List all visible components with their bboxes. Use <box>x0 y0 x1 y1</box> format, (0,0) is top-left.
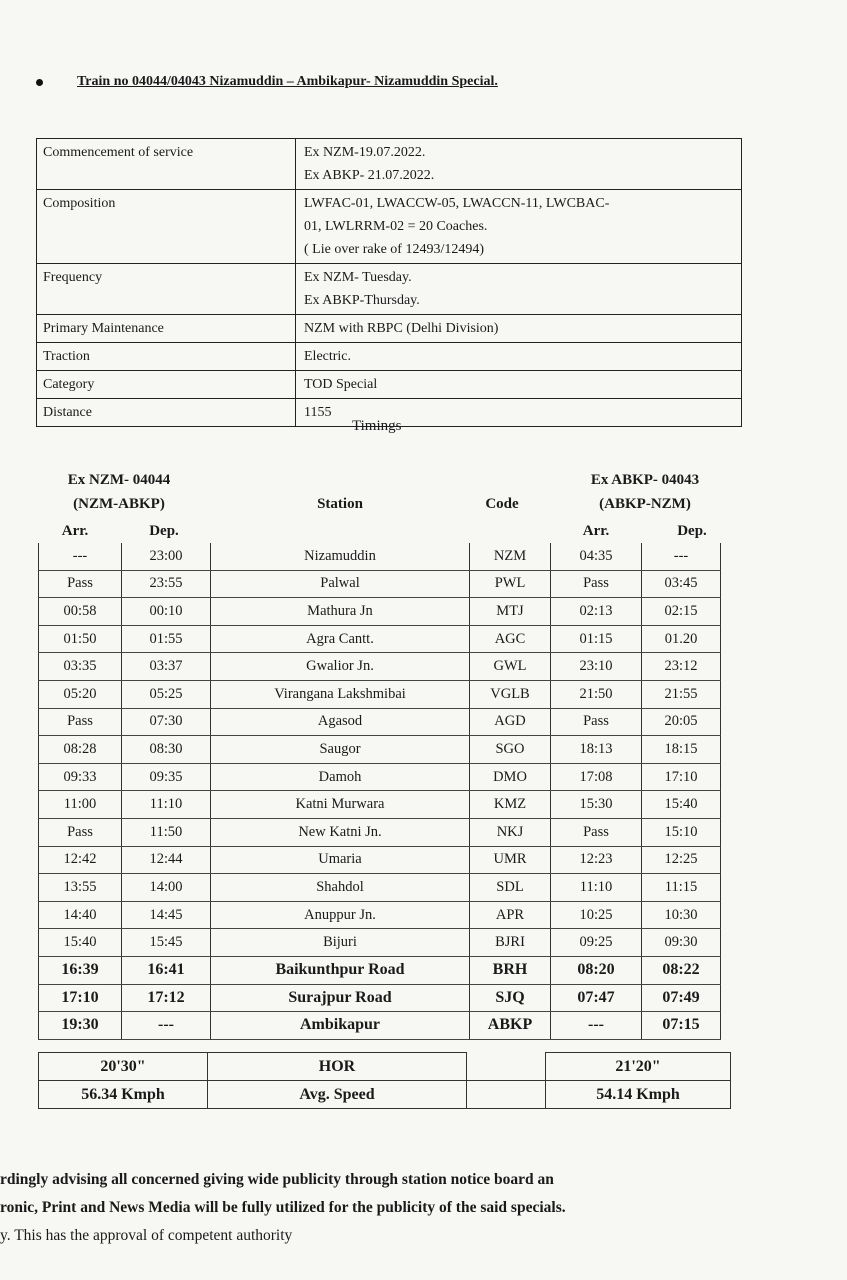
return-dep-time: 23:12 <box>642 653 721 681</box>
timetable-row <box>39 653 721 681</box>
return-dep-time: 20:05 <box>642 708 721 736</box>
info-row <box>37 190 742 264</box>
summary-spacer <box>467 1081 546 1109</box>
dep-time: 09:35 <box>122 763 211 791</box>
return-dep-time: 17:10 <box>642 763 721 791</box>
summary-spacer <box>467 1053 546 1081</box>
info-value-line: NZM with RBPC (Delhi Division) <box>304 321 499 336</box>
station-name: Gwalior Jn. <box>211 653 470 681</box>
bullet-icon <box>36 79 43 86</box>
station-code: NZM <box>470 543 551 570</box>
info-label: Commencement of service <box>37 139 296 190</box>
station-code: AGC <box>470 625 551 653</box>
timetable-row <box>39 901 721 929</box>
station-code: SDL <box>470 874 551 902</box>
timetable-row <box>39 598 721 626</box>
return-dep-time: 09:30 <box>642 929 721 957</box>
info-row <box>37 343 742 371</box>
left-train-number: Ex NZM- 04044 <box>67 472 171 488</box>
dep-time: 03:37 <box>122 653 211 681</box>
info-value <box>296 315 742 343</box>
right-dep-header: Dep. <box>677 523 707 539</box>
left-avg-speed: 56.34 Kmph <box>39 1081 208 1109</box>
station-name: Agasod <box>211 708 470 736</box>
return-dep-time: 03:45 <box>642 570 721 598</box>
notice-heading <box>36 74 498 90</box>
station-name: Saugor <box>211 736 470 764</box>
return-dep-time: 01.20 <box>642 625 721 653</box>
return-arr-time: 12:23 <box>551 846 642 874</box>
left-dep-header: Dep. <box>149 523 179 539</box>
info-value-line: Ex ABKP- 21.07.2022. <box>304 168 435 183</box>
return-arr-time: 08:20 <box>551 956 642 984</box>
dep-time: 08:30 <box>122 736 211 764</box>
info-value-line: ( Lie over rake of 12493/12494) <box>304 242 484 257</box>
info-label: Frequency <box>37 264 296 315</box>
station-name: Katni Murwara <box>211 791 470 819</box>
arr-time: 09:33 <box>39 763 122 791</box>
info-value-line: Ex NZM-19.07.2022. <box>304 145 426 160</box>
return-arr-time: Pass <box>551 708 642 736</box>
right-train-header <box>560 468 730 516</box>
station-code: BRH <box>470 956 551 984</box>
info-row <box>37 139 742 190</box>
return-dep-time: 18:15 <box>642 736 721 764</box>
station-name: Anuppur Jn. <box>211 901 470 929</box>
return-arr-time: 04:35 <box>551 543 642 570</box>
dep-time: 14:00 <box>122 874 211 902</box>
timetable-row <box>39 570 721 598</box>
dep-time: 07:30 <box>122 708 211 736</box>
info-value-line: Ex ABKP-Thursday. <box>304 293 420 308</box>
info-value-line: Ex NZM- Tuesday. <box>304 270 412 285</box>
timetable-row <box>39 984 721 1012</box>
station-name: Mathura Jn <box>211 598 470 626</box>
timetable-row <box>39 543 721 570</box>
arr-time: 08:28 <box>39 736 122 764</box>
dep-time: 01:55 <box>122 625 211 653</box>
station-code: UMR <box>470 846 551 874</box>
timetable-row <box>39 791 721 819</box>
return-arr-time: Pass <box>551 570 642 598</box>
right-avg-speed: 54.14 Kmph <box>546 1081 731 1109</box>
dep-time: 14:45 <box>122 901 211 929</box>
station-code: APR <box>470 901 551 929</box>
dep-time: 12:44 <box>122 846 211 874</box>
return-dep-time: 07:49 <box>642 984 721 1012</box>
info-label: Distance <box>37 399 296 427</box>
return-dep-time: 10:30 <box>642 901 721 929</box>
station-name: Agra Cantt. <box>211 625 470 653</box>
timings-title: Timings <box>352 418 402 434</box>
arr-time: 03:35 <box>39 653 122 681</box>
timetable-row <box>39 956 721 984</box>
return-arr-time: 01:15 <box>551 625 642 653</box>
arr-time: 16:39 <box>39 956 122 984</box>
station-name: Ambikapur <box>211 1012 470 1040</box>
train-title: Train no 04044/04043 Nizamuddin – Ambikapur- Nizamuddin Special. <box>77 74 498 89</box>
return-arr-time: 09:25 <box>551 929 642 957</box>
arr-time: 12:42 <box>39 846 122 874</box>
arr-time: 14:40 <box>39 901 122 929</box>
dep-time: 23:55 <box>122 570 211 598</box>
station-code: KMZ <box>470 791 551 819</box>
info-value-line: 1155 <box>304 405 332 420</box>
timetable-row <box>39 763 721 791</box>
station-name: Shahdol <box>211 874 470 902</box>
return-dep-time: 07:15 <box>642 1012 721 1040</box>
info-label: Composition <box>37 190 296 264</box>
return-dep-time: 11:15 <box>642 874 721 902</box>
return-arr-time: --- <box>551 1012 642 1040</box>
right-hor: 21'20" <box>546 1053 731 1081</box>
arr-time: 17:10 <box>39 984 122 1012</box>
right-train-number: Ex ABKP- 04043 <box>590 472 700 488</box>
station-name: Virangana Lakshmibai <box>211 680 470 708</box>
info-row <box>37 371 742 399</box>
info-label: Traction <box>37 343 296 371</box>
footer-line: ronic, Print and News Media will be fully utilized for the publicity of the said specials. <box>0 1199 566 1216</box>
return-dep-time: 21:55 <box>642 680 721 708</box>
station-code: PWL <box>470 570 551 598</box>
timetable-row <box>39 736 721 764</box>
station-code: NKJ <box>470 818 551 846</box>
arr-time: Pass <box>39 708 122 736</box>
timetable-row <box>39 874 721 902</box>
info-value <box>296 139 742 190</box>
avg-speed-label: Avg. Speed <box>208 1081 467 1109</box>
return-dep-time: --- <box>642 543 721 570</box>
info-value-line: Electric. <box>304 349 352 364</box>
station-name: Palwal <box>211 570 470 598</box>
return-arr-time: 17:08 <box>551 763 642 791</box>
station-code: VGLB <box>470 680 551 708</box>
info-value <box>296 190 742 264</box>
info-row <box>37 315 742 343</box>
timetable-row <box>39 680 721 708</box>
timetable-row <box>39 1012 721 1040</box>
timetable-row <box>39 625 721 653</box>
return-arr-time: 07:47 <box>551 984 642 1012</box>
info-value <box>296 264 742 315</box>
arr-time: 13:55 <box>39 874 122 902</box>
dep-time: 16:41 <box>122 956 211 984</box>
dep-time: 11:50 <box>122 818 211 846</box>
station-code: MTJ <box>470 598 551 626</box>
info-label: Primary Maintenance <box>37 315 296 343</box>
right-arr-header: Arr. <box>582 523 610 539</box>
arr-time: 05:20 <box>39 680 122 708</box>
right-train-route: (ABKP-NZM) <box>599 496 691 512</box>
dep-time: --- <box>122 1012 211 1040</box>
hor-label: HOR <box>208 1053 467 1081</box>
dep-time: 17:12 <box>122 984 211 1012</box>
timetable-row <box>39 929 721 957</box>
return-dep-time: 08:22 <box>642 956 721 984</box>
return-arr-time: 10:25 <box>551 901 642 929</box>
station-name: Bijuri <box>211 929 470 957</box>
service-info-table <box>36 138 742 427</box>
info-value <box>296 343 742 371</box>
return-dep-time: 15:40 <box>642 791 721 819</box>
code-header: Code <box>485 496 519 512</box>
station-code: BJRI <box>470 929 551 957</box>
return-arr-time: 21:50 <box>551 680 642 708</box>
station-name: New Katni Jn. <box>211 818 470 846</box>
station-code: DMO <box>470 763 551 791</box>
station-code: GWL <box>470 653 551 681</box>
footer-line: rdingly advising all concerned giving wide publicity through station notice board an <box>0 1171 554 1188</box>
return-arr-time: 02:13 <box>551 598 642 626</box>
dep-time: 00:10 <box>122 598 211 626</box>
left-hor: 20'30" <box>39 1053 208 1081</box>
info-value-line: 01, LWLRRM-02 = 20 Coaches. <box>304 219 488 234</box>
arr-time: 00:58 <box>39 598 122 626</box>
return-arr-time: 23:10 <box>551 653 642 681</box>
station-name: Umaria <box>211 846 470 874</box>
dep-time: 15:45 <box>122 929 211 957</box>
dep-time: 11:10 <box>122 791 211 819</box>
footer-line: y. This has the approval of competent authority <box>0 1227 293 1244</box>
return-arr-time: Pass <box>551 818 642 846</box>
left-arr-header: Arr. <box>61 523 89 539</box>
info-value <box>296 371 742 399</box>
arr-time: Pass <box>39 570 122 598</box>
arr-time: --- <box>39 543 122 570</box>
info-value-line: TOD Special <box>304 377 378 392</box>
station-header: Station <box>317 496 363 512</box>
station-code: ABKP <box>470 1012 551 1040</box>
footer-text <box>0 1166 847 1250</box>
arr-time: 19:30 <box>39 1012 122 1040</box>
timetable-row <box>39 846 721 874</box>
info-row <box>37 264 742 315</box>
station-code: SJQ <box>470 984 551 1012</box>
info-label: Category <box>37 371 296 399</box>
summary-table <box>38 1052 731 1109</box>
left-train-header <box>44 468 194 516</box>
return-dep-time: 02:15 <box>642 598 721 626</box>
left-train-route: (NZM-ABKP) <box>73 496 165 512</box>
arr-time: 01:50 <box>39 625 122 653</box>
station-name: Nizamuddin <box>211 543 470 570</box>
station-code: SGO <box>470 736 551 764</box>
info-value-line: LWFAC-01, LWACCW-05, LWACCN-11, LWCBAC- <box>304 196 610 211</box>
return-arr-time: 18:13 <box>551 736 642 764</box>
dep-time: 05:25 <box>122 680 211 708</box>
timetable-row <box>39 708 721 736</box>
arr-time: Pass <box>39 818 122 846</box>
timetable <box>38 543 721 1040</box>
arr-time: 11:00 <box>39 791 122 819</box>
station-name: Baikunthpur Road <box>211 956 470 984</box>
return-dep-time: 15:10 <box>642 818 721 846</box>
return-arr-time: 15:30 <box>551 791 642 819</box>
station-name: Damoh <box>211 763 470 791</box>
arr-time: 15:40 <box>39 929 122 957</box>
dep-time: 23:00 <box>122 543 211 570</box>
timetable-row <box>39 818 721 846</box>
station-code: AGD <box>470 708 551 736</box>
return-dep-time: 12:25 <box>642 846 721 874</box>
station-name: Surajpur Road <box>211 984 470 1012</box>
return-arr-time: 11:10 <box>551 874 642 902</box>
